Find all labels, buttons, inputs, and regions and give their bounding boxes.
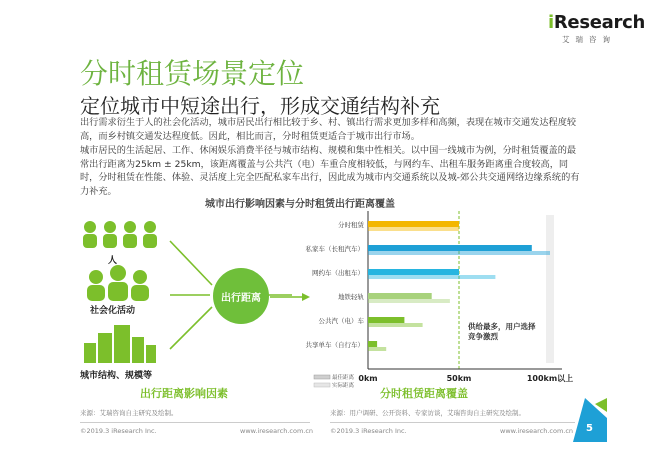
- factor-label-city: 城市结构、规模等: [80, 371, 153, 381]
- category-label-5: 共享单车（自行车）: [305, 341, 364, 349]
- factor-label-people: 人: [108, 256, 118, 266]
- page-subtitle: 定位城市中短途出行，形成交通结构补充: [80, 94, 440, 118]
- bar-actual-1: [368, 251, 550, 255]
- hatched-region: [546, 215, 554, 363]
- source-left: 来源：艾瑞咨询自主研究及绘制。: [80, 409, 178, 417]
- bar-best-0: [368, 221, 459, 227]
- bar-actual-0: [368, 227, 459, 231]
- x-tick-1: 50km: [446, 374, 472, 383]
- bar-actual-2: [368, 275, 495, 279]
- bar-best-5: [368, 341, 377, 347]
- source-right: 来源：用户调研、公开资料、专家访谈，艾瑞咨询自主研究及绘制。: [330, 409, 525, 417]
- right-caption: 分时租赁距离覆盖: [380, 387, 468, 400]
- footer-copyright-right: ©2019.3 iResearch Inc.: [330, 427, 407, 435]
- factor-label-social: 社会化活动: [90, 306, 136, 316]
- competition-note: 供给最多，用户选择竞争激烈: [468, 322, 536, 341]
- bar-best-1: [368, 245, 532, 251]
- people-icon: [83, 221, 157, 248]
- paragraph-1: 出行需求衍生于人的社会化活动，城市居民出行相比较于乡、村、镇出行需求更加多样和高频，表现在城市交通发达程度较高，而乡村镇交通发达程度低。因此，相比而言，分时租赁更适合于城市出行市场。: [80, 117, 577, 142]
- iresearch-logo: [548, 12, 645, 46]
- category-label-3: 地铁轻轨: [338, 293, 364, 301]
- bar-best-4: [368, 317, 404, 323]
- city-buildings-icon: [84, 325, 156, 363]
- x-tick-0: 0km: [358, 374, 378, 383]
- category-label-2: 网约车（出租车）: [312, 269, 364, 277]
- page-corner-decoration: [573, 398, 607, 442]
- legend-swatch-actual: [314, 383, 330, 387]
- paragraph-2: 城市居民的生活起居、工作、休闲娱乐消费半径与城市结构、规模和集中性相关。以中国一线城市为例，分时租赁覆盖的最常出行距离为25km ± 25km，该距离覆盖与公共汽（电）车重合度相较低，与网约车、出租车服务距离重合度较高，同时，分时租赁在性能、体验、灵活度上完全匹配私家车出行，因此成为城市内交通系统以及城-郊公共交通网络边缘系统的有力补充。: [80, 145, 580, 197]
- legend-label-actual: 实际距离: [332, 383, 355, 389]
- x-tick-2: 100km以上: [526, 374, 574, 383]
- page-title: 分时租赁场景定位: [80, 57, 305, 90]
- bar-actual-3: [368, 299, 450, 303]
- travel-distance-circle: 出行距离: [213, 268, 269, 324]
- footer-url-left: www.iresearch.com.cn: [240, 427, 314, 435]
- footer-url-right: www.iresearch.com.cn: [500, 427, 574, 435]
- distance-coverage-chart: [300, 205, 600, 389]
- footer-copyright-left: ©2019.3 iResearch Inc.: [80, 427, 157, 435]
- bar-best-2: [368, 269, 459, 275]
- legend-label-best: 最佳距离: [332, 375, 355, 381]
- footer-divider-right: [330, 422, 575, 423]
- legend-swatch-best: [314, 375, 330, 379]
- social-group-icon: [87, 265, 149, 301]
- category-label-0: 分时租赁: [338, 221, 364, 229]
- footer-divider-left: [80, 422, 310, 423]
- logo-wordmark: iResearch: [548, 12, 645, 33]
- chart-title: 城市出行影响因素与分时租赁出行距离覆盖: [205, 199, 395, 210]
- bar-actual-5: [368, 347, 386, 351]
- category-label-4: 公共汽（电）车: [318, 317, 364, 325]
- category-label-1: 私家车（长租汽车）: [305, 245, 364, 253]
- bar-best-3: [368, 293, 432, 299]
- bar-actual-4: [368, 323, 423, 327]
- page-number: 5: [586, 423, 593, 434]
- left-caption: 出行距离影响因素: [140, 387, 228, 400]
- logo-subtitle: 艾瑞咨询: [562, 35, 616, 44]
